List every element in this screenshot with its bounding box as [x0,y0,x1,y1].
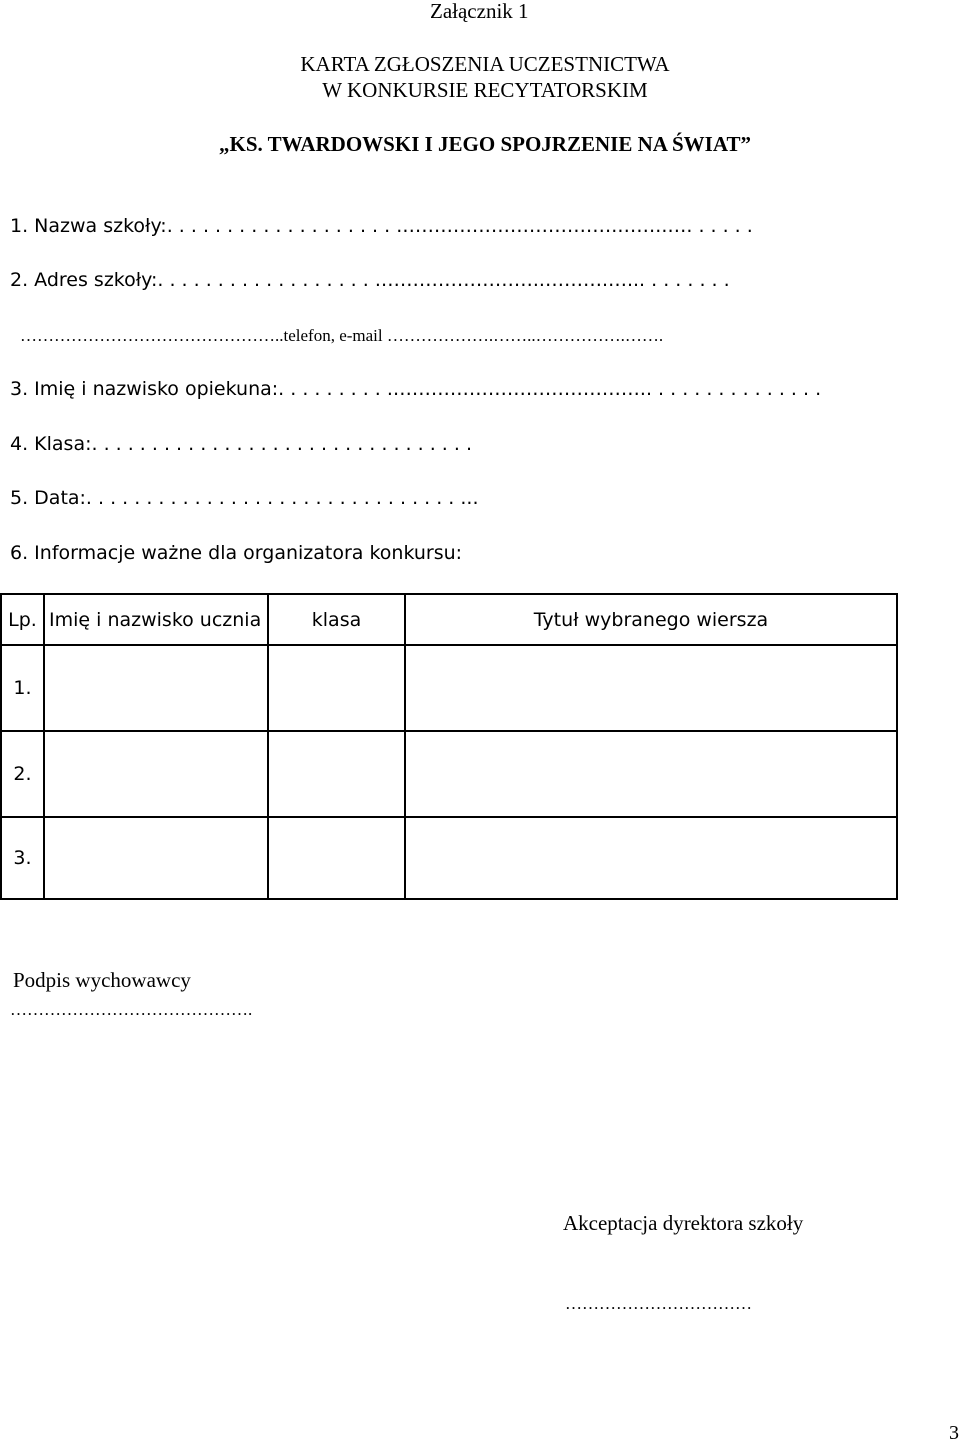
header-lp: Lp. [1,594,44,645]
teacher-signature-line[interactable]: ……………………………………. [10,1000,253,1019]
phone-email-field[interactable]: ………………………………………..telefon, e-mail ……………….……..…………….……. [20,326,664,345]
form-title-line-1: KARTA ZGŁOSZENIA UCZESTNICTWA [300,52,670,76]
student-name-cell[interactable] [44,817,268,899]
guardian-name-field[interactable]: 3. Imię i nazwisko opiekuna:. . . . . . . . . .………………………………….. . . . . . . . . . . . . . . [10,378,822,400]
organizer-info-heading: 6. Informacje ważne dla organizatora konkursu: [10,542,463,564]
school-name-field[interactable]: 1. Nazwa szkoły:. . . . . . . . . . . . . . . . . . . .…………………………….……..…. . . . . . [10,215,753,237]
form-title-line-2: W KONKURSIE RECYTATORSKIM [322,78,648,102]
school-address-field[interactable]: 2. Adres szkoły:. . . . . . . . . . . . . . . . . . .……………………..……….…... . . . . . . . [10,269,730,291]
teacher-signature-label: Podpis wychowawcy [13,968,191,992]
poem-title-cell[interactable] [405,817,897,899]
class-field[interactable]: 4. Klasa:. . . . . . . . . . . . . . . . . . . . . . . . . . . . . . . . [10,433,472,455]
row-number: 2. [1,731,44,817]
date-field[interactable]: 5. Data:. . . . . . . . . . . . . . . . . . . . . . . . . . . . . . . ... [10,487,479,509]
student-name-cell[interactable] [44,731,268,817]
page-number: 3 [949,1422,959,1444]
class-cell[interactable] [268,731,405,817]
table-header-row [1,594,897,645]
header-student-name: Imię i nazwisko ucznia [44,594,268,645]
principal-signature-line[interactable]: …………………………… [565,1294,752,1313]
table-row [1,731,897,817]
class-cell[interactable] [268,645,405,731]
table-row [1,817,897,899]
header-class: klasa [268,594,405,645]
student-name-cell[interactable] [44,645,268,731]
row-number: 1. [1,645,44,731]
poem-title-cell[interactable] [405,645,897,731]
attachment-label: Załącznik 1 [430,0,529,23]
principal-acceptance-label: Akceptacja dyrektora szkoły [563,1211,804,1235]
poem-title-cell[interactable] [405,731,897,817]
row-number: 3. [1,817,44,899]
contest-name: „KS. TWARDOWSKI I JEGO SPOJRZENIE NA ŚWIAT” [219,132,751,156]
header-poem-title: Tytuł wybranego wiersza [405,594,897,645]
participants-table [0,593,898,900]
table-row [1,645,897,731]
class-cell[interactable] [268,817,405,899]
